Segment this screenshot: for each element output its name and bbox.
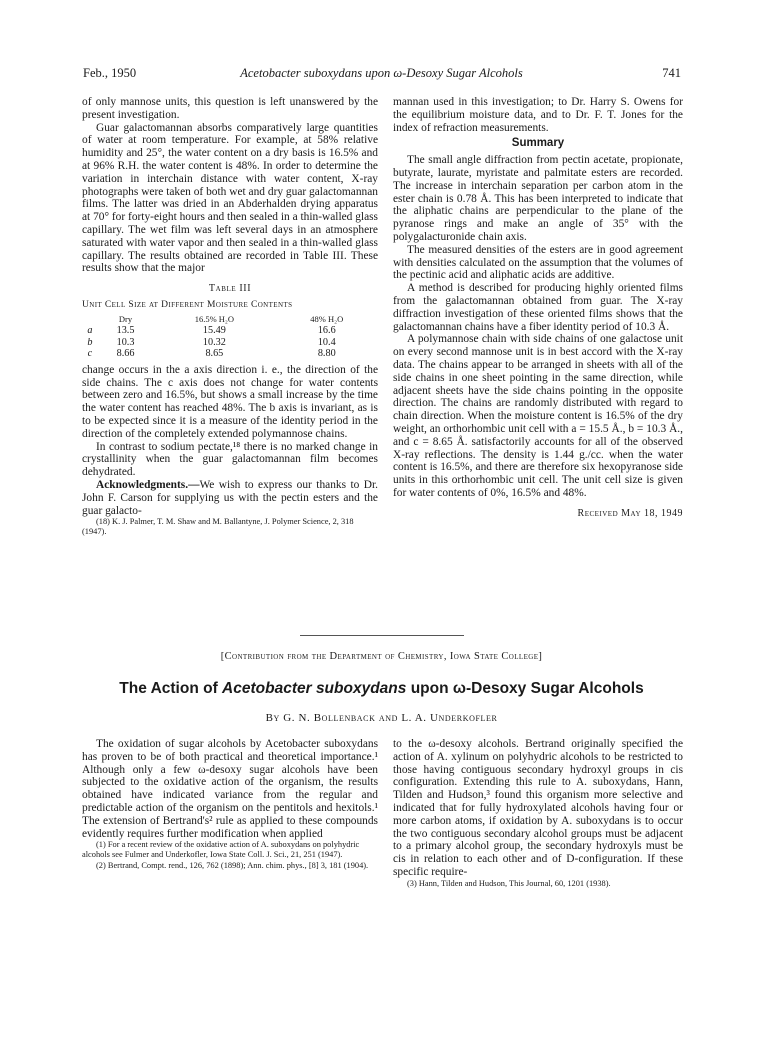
paragraph: A polymannose chain with side chains of one galactose unit on every second mannose unit is in best accord with the X-ray data. The chains appear to be arranged in sheets with all of the side chains in one sheet pointing in the same direction, while adjacent sheets have the side chains pointing in the opposite direction. The chains are randomly distributed with regard to chain direction. When the moisture content is 16.5% of the dry weight, an orthorhombic unit cell with a = 15.5 Å., b = 10.3 Å., and c = 8.65 Å. satisfactorily accounts for all of the observed X-ray reflections. The density is 1.44 g./cc. when the water content is 16.5%, and there are therefore six hexopyranose side units in this orthorhombic unit cell. The unit cell size is given for water contents of 0%, 16.5% and 48%. <box>393 333 683 499</box>
paragraph: The small angle diffraction from pectin acetate, propionate, butyrate, laurate, myristate and palmitate esters are recorded. The increase in interchain separation per carbon atom in the ester chain is 0.78 Å. This has been interpreted to indicate that the aliphatic chains are perpendicular to the plane of the pyranose rings and make an angle of 35° with the polygalacturonide chain axis. <box>393 154 683 243</box>
upper-right-column <box>393 96 683 521</box>
paragraph: mannan used in this investigation; to Dr. Harry S. Owens for the equilibrium moisture data, and to Dr. F. T. Jones for the index of refraction measurements. <box>393 96 683 134</box>
paragraph: Guar galactomannan absorbs comparatively large quantities of water at room temperature. For example, at 58% relative humidity and 25°, the water content on a dry basis is 16.5% and at 96% R.H. the water content is 48%. In order to determine the variation in interchain distance with water content, X-ray photographs were taken of both wet and dry guar galactomannan films. The latter was dried in an Abderhalden drying apparatus at 70° for forty-eight hours and then sealed in a thin-walled glass capillary. The wet film was left several days in an atmosphere saturated with water vapor and then sealed in a thin-walled glass capillary. The results obtained are recorded in Table III. These results show that the major <box>82 121 378 275</box>
page-number: 741 <box>662 66 681 80</box>
table-cell: 10.3 <box>116 336 135 348</box>
table-header: Unit Cell Size at Different Moisture Contents <box>82 299 293 310</box>
paragraph: The measured densities of the esters are in good agreement with densities calculated on the assumption that the volumes of the pectinic acid and aliphatic acids are additive. <box>393 243 683 282</box>
paragraph: of only mannose units, this question is left unanswered by the present investigation. <box>82 96 378 121</box>
article-title-organism: Acetobacter suboxydans <box>222 680 407 697</box>
received-date: Received May 18, 1949 <box>577 507 683 519</box>
table-cell: 8.66 <box>116 348 135 360</box>
footnote: (3) Hann, Tilden and Hudson, This Journal, 60, 1201 (1938). <box>407 878 611 888</box>
table-cell: 13.5 <box>116 325 135 337</box>
table-caption: Table III <box>208 283 252 295</box>
table-row <box>82 337 378 349</box>
footnote: (1) For a recent review of the oxidative action of A. suboxydans on polyhydric alcohols see Fulmer and Underkofler, Iowa State Coll. J. Sci., 21, 251 (1947). <box>82 840 360 860</box>
article-title <box>0 680 763 698</box>
footnote: (2) Bertrand, Compt. rend., 126, 762 (1898); Ann. chim. phys., [8] 3, 181 (1904). <box>96 861 369 871</box>
table-iii <box>82 299 378 360</box>
summary-heading: Summary <box>511 137 565 150</box>
article-title-end: upon ω-Desoxy Sugar Alcohols <box>406 680 644 697</box>
contribution-line: [Contribution from the Department of Chemistry, Iowa State College] <box>220 651 543 662</box>
table-cell: 8.80 <box>317 348 336 360</box>
table-subheader <box>82 314 98 326</box>
table-cell: 15.49 <box>202 325 226 337</box>
table-cell: 16.6 <box>317 325 336 337</box>
acknowledgments-text: We wish to express our thanks to Dr. John F. Carson for supplying us with the pectin esters and the guar galacto- <box>82 478 378 517</box>
paragraph: The oxidation of sugar alcohols by Acetobacter suboxydans has proven to be of both practical and theoretical importance.¹ Although only a few ω-desoxy sugar alcohols have been subjected to the oxidative action of the organism, the results obtained have indicated variance from the regular and predictable action of the organism on the pentitols and hexitols.¹ The extension of Bertrand's² rule as applied to these compounds evidently requires further modification when applied <box>82 738 378 840</box>
running-head-date: Feb., 1950 <box>83 66 137 80</box>
table-subheader: 16.5% H₂O <box>194 313 235 324</box>
paragraph: A method is described for producing highly oriented films from the galactomannan obtained from guar. The X-ray diffraction investigation of these oriented films shows that the galactomannan chains have a fiber identity period of 10.3 Å. <box>393 282 683 333</box>
table-row <box>82 325 378 337</box>
acknowledgments-heading: Acknowledgments.— <box>96 478 200 491</box>
lower-right-column <box>393 738 683 889</box>
paragraph: to the ω-desoxy alcohols. Bertrand originally specified the action of A. xylinum on polyhydric alcohols to be restricted to those having contiguous secondary hydroxyl groups in cis configuration. Extending this rule to A. suboxydans, Hann, Tilden and Hudson,³ found this organism more selective and indicated that for fully hydroxylated alcohols having four or more carbon atoms, if oxidation by A. suboxydans is to occur the two contiguous secondary alcohol groups must be adjacent to a primary alcohol group, the secondary hydroxyls must be cis in relation to each other and of D-configuration. If these specific require- <box>393 738 683 878</box>
author-line: By G. N. Bollenback and L. A. Underkofler <box>265 712 498 724</box>
footnote: (18) K. J. Palmer, T. M. Shaw and M. Ballantyne, J. Polymer Science, 2, 318 (1947). <box>82 517 354 537</box>
table-cell: 10.4 <box>317 336 336 348</box>
acknowledgments <box>82 479 378 517</box>
table-cell: a <box>87 325 93 337</box>
table-cell: 10.32 <box>202 336 226 348</box>
table-cell: 8.65 <box>205 348 224 360</box>
section-divider <box>300 635 464 636</box>
table-cell: b <box>87 336 93 348</box>
paragraph: change occurs in the a axis direction i. e., the direction of the side chains. The c axis does not change for water contents between zero and 16.5%, but shows a small increase by the time the water content has reached 48%. The b axis is invariant, as is to be expected since it is a measure of the identity period in the direction of the completely extended polymannose chains. <box>82 363 378 440</box>
table-cell: c <box>87 348 93 360</box>
article-title-start: The Action of <box>119 680 223 697</box>
upper-left-column <box>82 96 378 537</box>
table-row <box>82 348 378 360</box>
table-subheader: Dry <box>118 313 133 324</box>
table-subheader: 48% H₂O <box>310 313 344 324</box>
lower-left-column <box>82 738 378 871</box>
paragraph: In contrast to sodium pectate,¹⁸ there is no marked change in crystallinity when the guar galactomannan film becomes dehydrated. <box>82 440 378 479</box>
running-head-title: Acetobacter suboxydans upon ω-Desoxy Sugar Alcohols <box>240 66 523 80</box>
